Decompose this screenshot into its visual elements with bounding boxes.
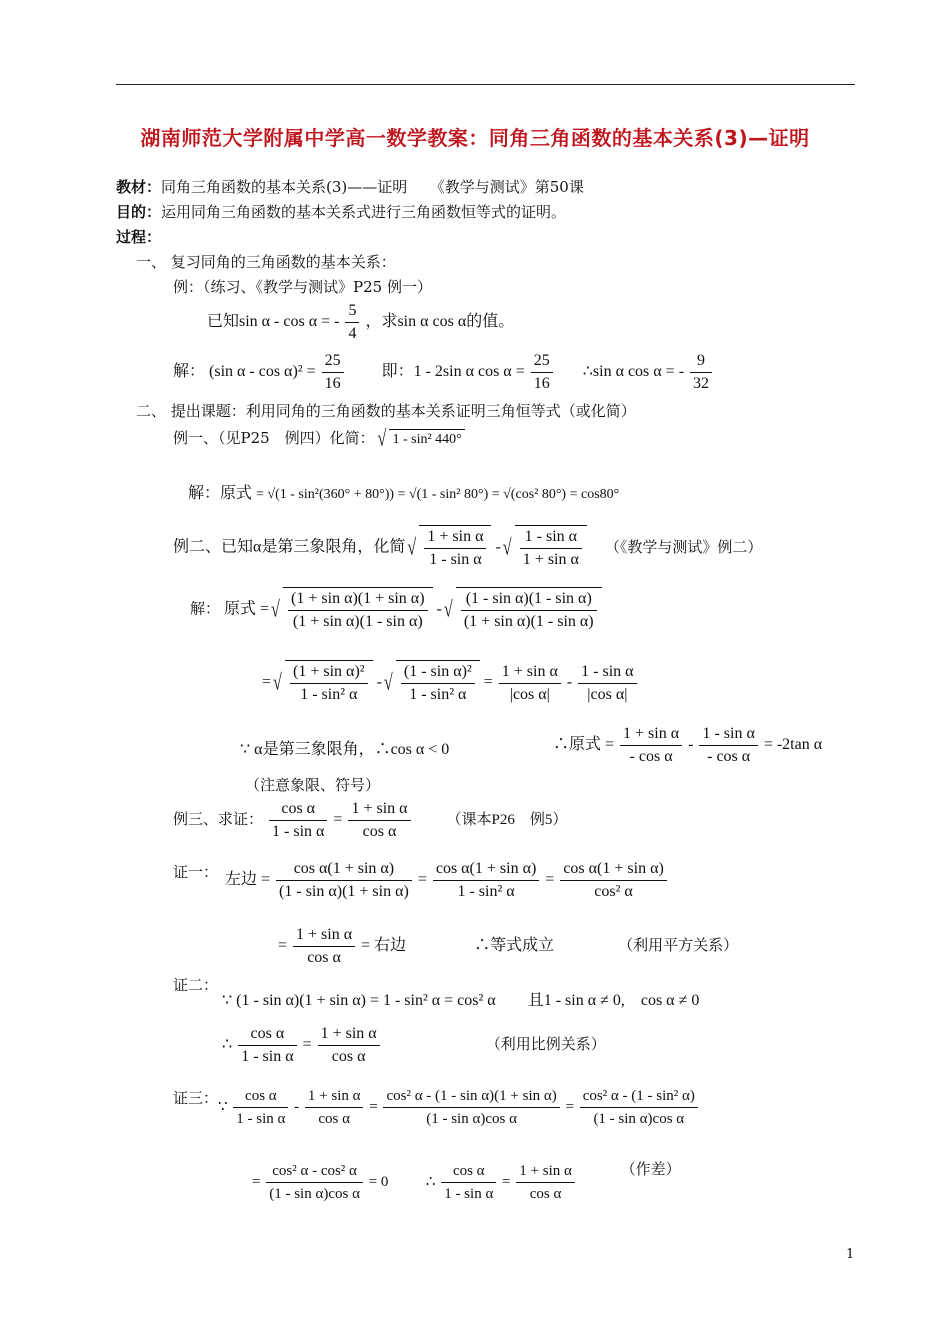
ex3-ref: （课本P26 例5）: [446, 812, 568, 829]
ex1-sol-label: 解：原式: [188, 485, 253, 502]
proof2-line1: ∵ (1 - sin α)(1 + sin α) = 1 - sin² α = cos² α 且1 - sin α ≠ 0, cos α ≠ 0: [222, 992, 700, 1009]
p1-f1-num: cos α(1 + sin α): [276, 858, 412, 881]
given-fraction: [345, 300, 359, 345]
given-suffix: ，求sin α cos α的值。: [365, 313, 515, 331]
sol-c: ∴sin α cos α = -: [582, 363, 685, 381]
p1-frac2: [433, 858, 539, 903]
ex2-l3-frac2: [699, 723, 757, 768]
p3-f1-num: cos α: [233, 1085, 288, 1108]
ex3-f1-num: cos α: [269, 798, 327, 821]
p3-note: （作差）: [620, 1162, 681, 1178]
ex2-f2-den: 1 + sin α: [522, 551, 579, 568]
material-line: [116, 177, 584, 197]
p1-l2-frac: [293, 924, 355, 969]
ex2-l1-f2-den: (1 + sin α)(1 - sin α): [463, 613, 594, 630]
given-den: 4: [348, 325, 357, 342]
proof1-line2: = $\frac{\text{1 + sin α}}{\text{cos α}}$ = 右边 ∴等式成立 （利用平方关系）: [278, 924, 738, 969]
p3-f2-num: 1 + sin α: [305, 1085, 364, 1108]
material-label: 教材：: [116, 178, 162, 196]
p3-l2-f1-num: cos² α - cos² α: [266, 1160, 363, 1183]
sol-c-den: 32: [693, 375, 710, 392]
p1-l2-num: 1 + sin α: [293, 924, 355, 947]
sol-b: 即：1 - 2sin α cos α =: [381, 363, 525, 381]
proof1-label: 证一：: [173, 863, 219, 881]
ex2-l2-f1-num: √ (1 + sin α)²: [290, 661, 368, 684]
ex2-l3-f1-num: 1 + sin α: [620, 723, 682, 746]
proof3-label: 证三：: [173, 1089, 219, 1107]
p3-l2-f3-num: 1 + sin α: [516, 1160, 575, 1183]
ex3-f1-den: 1 - sin α: [272, 823, 325, 840]
p2-f1-den: 1 - sin α: [241, 1048, 294, 1065]
ex2-l1-sqrt2: [456, 587, 602, 633]
proof3-line2: = $\frac{\text{cos² α - cos² α}}{\text{(1 - sin α)cos α}}$ = 0 ∴ $\frac{\text{cos α}}{\text{1 - sin α}}$ = $\frac{\text{1 + sin α}}{\text{cos α}}$ （作差）: [252, 1160, 681, 1205]
ex1-solution: [188, 480, 619, 503]
ex2-l2-f3-num: 1 + sin α: [499, 661, 561, 684]
ex2-l3-f2-num: 1 - sin α: [699, 723, 757, 746]
sol-a-den: 16: [324, 375, 341, 392]
ex2-l2-f4-num: 1 - sin α: [578, 661, 636, 684]
p3-l2-f1-den: (1 - sin α)cos α: [269, 1186, 360, 1202]
page-number: 1: [846, 1247, 855, 1262]
ex2-line: 例二、已知α是第三象限角，化简 √ $\frac{\text{1 + sin α}}{\text{1 - sin α}}$ - √ $\frac{\text{1 - sin α}}{\text{1 + sin α}}$ （《教学与测试》例二）: [173, 525, 762, 571]
sol-a: (sin α - cos α)² =: [209, 363, 316, 381]
ex2-result-value: = -2tan α: [763, 736, 823, 754]
p1-f3-num: cos α(1 + sin α): [560, 858, 666, 881]
section2-heading: 二、 提出课题：利用同角的三角函数的基本关系证明三角恒等式（或化简）: [136, 402, 636, 420]
header-rule: [116, 84, 855, 85]
ex3-line: 例三、求证： $\frac{\text{cos α}}{\text{1 - sin α}}$ = $\frac{\text{1 + sin α}}{\text{cos α}}$ （课本P26 例5）: [173, 798, 567, 843]
material-text: 同角三角函数的基本关系(3)——证明 《教学与测试》第50课: [161, 178, 584, 196]
ex2-l2-frac3: [499, 661, 561, 706]
ex2-ref: （《教学与测试》例二）: [604, 539, 763, 556]
ex1-line: [173, 428, 465, 450]
p3-l2-f3-den: cos α: [529, 1186, 562, 1202]
ex2-f1-den: 1 - sin α: [429, 551, 482, 568]
p2-frac1: [238, 1023, 296, 1068]
ex2-l2-sqrt2: [396, 660, 480, 706]
p3-f3-den: (1 - sin α)cos α: [426, 1111, 517, 1127]
section1-given: [207, 300, 514, 345]
ex2-l1-f1-num: √ (1 + sin α)(1 + sin α): [288, 588, 427, 611]
ex2-sqrt1: [419, 525, 491, 571]
p1-frac1: [276, 858, 412, 903]
p3-l2-frac2: [441, 1160, 496, 1205]
p1-l2-right: = 右边: [361, 937, 407, 955]
ex2-note: （注意象限、符号）: [245, 776, 381, 794]
ex2-l1-sqrt1: [283, 587, 432, 633]
section1-heading: 一、 复习同角的三角函数的基本关系：: [136, 253, 396, 271]
p2-f2-den: cos α: [331, 1048, 366, 1065]
given-num: 5: [345, 300, 359, 323]
ex2-f1-num: √ 1 + sin α: [424, 526, 486, 549]
ex3-f2-num: 1 + sin α: [348, 798, 410, 821]
sol-b-num: 25: [531, 350, 553, 373]
p3-l2-frac3: [516, 1160, 575, 1205]
section1-solution: [173, 350, 714, 395]
proof3-line1: ∵ $\frac{\text{cos α}}{\text{1 - sin α}}$ - $\frac{\text{1 + sin α}}{\text{cos α}}$ = $\frac{\text{cos² α - (1 - sin α)(1 + sin α)}}{\text{(1 - sin α)cos α}}$ = $\frac{\text{cos² α - (1 - sin² α)}}{\text{(1 - sin α)cos α}}$: [218, 1085, 700, 1130]
ex1-sol-expr: = √(1 - sin²(360° + 80°)) = √(1 - sin² 80°) = √(cos² 80°) = cos80°: [256, 487, 620, 502]
given-prefix: 已知sin α - cos α = -: [207, 313, 340, 331]
ex3-frac2: [348, 798, 410, 843]
ex2-line1-prefix: 原式 =: [224, 600, 270, 618]
p3-f4-num: cos² α - (1 - sin² α): [580, 1085, 698, 1108]
sol-c-num: 9: [690, 350, 712, 373]
sol-b-den: 16: [533, 375, 550, 392]
p3-frac3: [383, 1085, 559, 1130]
ex2-l1-f2-num: √ (1 - sin α)(1 - sin α): [461, 588, 597, 611]
p1-f2-num: cos α(1 + sin α): [433, 858, 539, 881]
ex2-f2-num: √ 1 - sin α: [520, 526, 582, 549]
ex1-expr: √ 1 - sin² 440°: [389, 429, 464, 450]
ex2-label: 例二、已知α是第三象限角，化简: [173, 538, 406, 556]
ex2-l2-f2-den: 1 - sin² α: [409, 686, 467, 703]
p1-f1-den: (1 - sin α)(1 + sin α): [279, 883, 409, 900]
p3-f4-den: (1 - sin α)cos α: [593, 1111, 685, 1127]
ex2-because: ∵ α是第三象限角，∴cos α < 0: [240, 741, 450, 758]
ex2-sqrt2: [515, 525, 587, 571]
page-title: 湖南师范大学附属中学高一数学教案：同角三角函数的基本关系(3)—证明: [140, 126, 810, 150]
p3-frac4: [580, 1085, 698, 1130]
goal-label: 目的：: [116, 203, 162, 221]
proof2-line2: ∴ $\frac{\text{cos α}}{\text{1 - sin α}}$ = $\frac{\text{1 + sin α}}{\text{cos α}}$ （利用比例关系）: [222, 1023, 606, 1068]
p3-f1-den: 1 - sin α: [236, 1111, 286, 1127]
ex2-l3-f2-den: - cos α: [707, 748, 751, 765]
proof1-line1: 左边 = $\frac{\text{cos α(1 + sin α)}}{\text{(1 - sin α)(1 + sin α)}}$ = $\frac{\text{cos α(1 + sin α)}}{\text{1 - sin² α}}$ = $\frac{\text{cos α(1 + sin α)}}{\text{cos² α}}$: [225, 858, 669, 903]
p1-l2-den: cos α: [307, 949, 341, 966]
sol-label: 解：: [173, 363, 206, 381]
sol-b-fraction: [531, 350, 553, 395]
p1-left: 左边 =: [225, 871, 271, 889]
sol-a-fraction: [322, 350, 344, 395]
section1-example-label: 例：（练习、《教学与测试》P25 例一）: [173, 278, 432, 296]
p2-f2-num: 1 + sin α: [318, 1023, 380, 1046]
ex2-sol-label: 解：: [190, 601, 221, 618]
p1-f2-den: 1 - sin² α: [457, 883, 515, 900]
sol-c-fraction: [690, 350, 712, 395]
p1-note: （利用平方关系）: [618, 938, 739, 955]
p3-frac1: [233, 1085, 288, 1130]
process-label: 过程：: [116, 228, 162, 246]
p3-l2-frac1: [266, 1160, 363, 1205]
ex2-sol-line2: = √ $\frac{\text{(1 + sin α)²}}{\text{1 - sin² α}}$ - √ $\frac{\text{(1 - sin α)²}}{\text{1 - sin² α}}$ = $\frac{\text{1 + sin α}}{\text{|cos α|}}$ - $\frac{\text{1 - sin α}}{\text{|cos α|}}$: [262, 660, 639, 706]
ex2-result-prefix: ∴原式 =: [553, 736, 615, 754]
p3-f2-den: cos α: [318, 1111, 350, 1127]
p1-f3-den: cos² α: [594, 883, 633, 900]
p3-l2-f2-num: cos α: [441, 1160, 496, 1183]
p1-conclusion: ∴等式成立: [474, 937, 555, 955]
ex2-sol-line1: 解： 原式 = √ $\frac{\text{(1 + sin α)(1 + sin α)}}{\text{(1 + sin α)(1 - sin α)}}$ - √ $\frac{\text{(1 - sin α)(1 - sin α)}}{\text{(1 + sin α)(1 - sin α)}}$: [190, 587, 602, 633]
ex3-frac1: [269, 798, 327, 843]
ex1-label: 例一、（见P25 例四）化简：: [173, 429, 375, 447]
ex2-l2-frac4: [578, 661, 636, 706]
p3-f3-num: cos² α - (1 - sin α)(1 + sin α): [383, 1085, 559, 1108]
p1-frac3: [560, 858, 666, 903]
ex2-l3-f1-den: - cos α: [629, 748, 673, 765]
ex3-label: 例三、求证：: [173, 812, 264, 829]
ex2-l1-f1-den: (1 + sin α)(1 - sin α): [292, 613, 423, 630]
ex2-l2-f1-den: 1 - sin² α: [300, 686, 358, 703]
p2-frac2: [318, 1023, 380, 1068]
goal-line: [116, 202, 566, 222]
ex2-result: ∴原式 = $\frac{\text{1 + sin α}}{\text{- cos α}}$ - $\frac{\text{1 - sin α}}{\text{- cos α}}$ = -2tan α: [553, 723, 822, 768]
ex2-l3-frac1: [620, 723, 682, 768]
ex2-l2-f2-num: √ (1 - sin α)²: [401, 661, 475, 684]
ex3-f2-den: cos α: [362, 823, 397, 840]
ex2-l2-f3-den: |cos α|: [509, 685, 550, 703]
p2-f1-num: cos α: [238, 1023, 296, 1046]
p3-l2-zero: = 0: [368, 1173, 389, 1190]
ex2-l2-sqrt1: [285, 660, 373, 706]
proof2-label: 证二：: [173, 976, 219, 994]
p3-l2-f2-den: 1 - sin α: [444, 1186, 494, 1202]
p3-frac2: [305, 1085, 364, 1130]
p2-note: （利用比例关系）: [485, 1037, 606, 1054]
ex2-l2-f4-den: |cos α|: [587, 685, 628, 703]
goal-text: 运用同角三角函数的基本关系式进行三角函数恒等式的证明。: [161, 203, 567, 221]
sol-a-num: 25: [322, 350, 344, 373]
